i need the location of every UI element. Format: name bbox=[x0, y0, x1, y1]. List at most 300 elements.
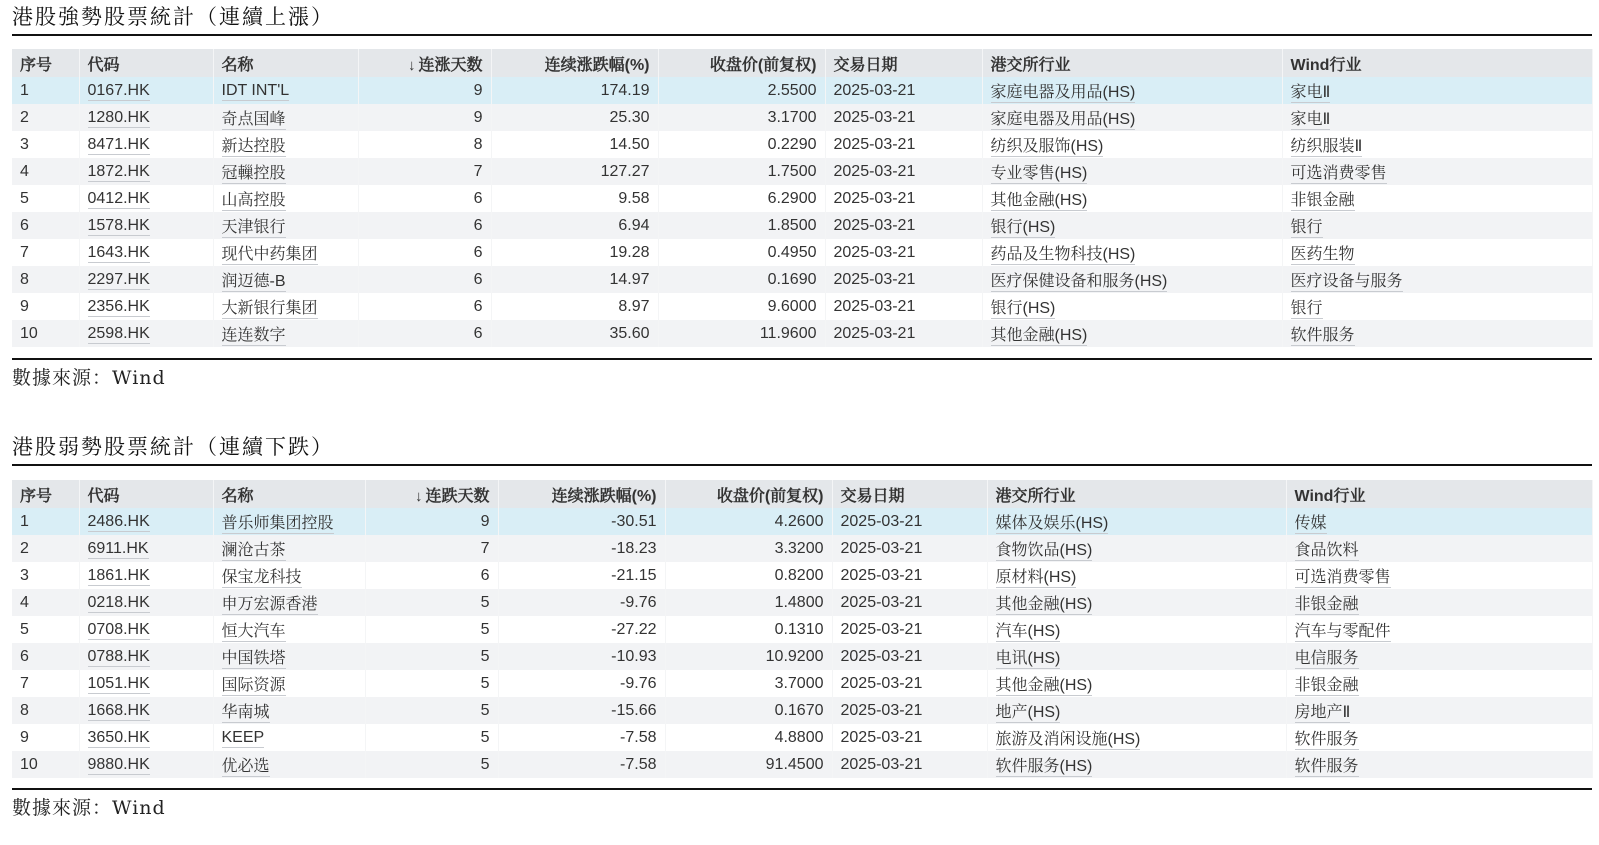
cell-hkex-industry-text[interactable]: 其他金融(HS) bbox=[995, 677, 1093, 694]
cell-close-price-text: 0.1690 bbox=[767, 270, 817, 288]
cell-trade-date-text: 2025-03-21 bbox=[840, 620, 923, 638]
cell-wind-industry-text[interactable]: 非银金融 bbox=[1294, 677, 1359, 694]
cell-name[interactable] bbox=[213, 104, 358, 131]
cell-code[interactable] bbox=[79, 185, 213, 212]
cell-hkex-industry-text[interactable]: 银行(HS) bbox=[990, 300, 1056, 317]
col-header-code[interactable]: 代码 bbox=[79, 480, 213, 508]
cell-name[interactable] bbox=[213, 535, 365, 562]
col-header-index[interactable]: 序号 bbox=[12, 480, 79, 508]
table-row[interactable] bbox=[12, 589, 1592, 616]
cell-name[interactable] bbox=[213, 751, 365, 778]
cell-wind-industry[interactable] bbox=[1282, 104, 1592, 131]
cell-code[interactable] bbox=[79, 670, 213, 697]
col-header-code[interactable]: 代码 bbox=[79, 49, 213, 77]
col-header-close-price[interactable]: 收盘价(前复权) bbox=[665, 480, 832, 508]
cell-code-text[interactable]: 0412.HK bbox=[87, 189, 150, 207]
cell-wind-industry[interactable] bbox=[1282, 185, 1592, 212]
cell-name-text[interactable]: 现代中药集团 bbox=[221, 246, 318, 263]
cell-hkex-industry-text[interactable]: 家庭电器及用品(HS) bbox=[990, 84, 1136, 101]
cell-name-text[interactable]: 澜沧古茶 bbox=[221, 542, 286, 559]
cell-hkex-industry-text[interactable]: 医疗保健设备和服务(HS) bbox=[990, 273, 1168, 290]
table-row[interactable] bbox=[12, 697, 1592, 724]
cell-wind-industry[interactable] bbox=[1282, 212, 1592, 239]
cell-close-price-text: 0.4950 bbox=[767, 243, 817, 261]
cell-hkex-industry-text[interactable]: 旅游及消闲设施(HS) bbox=[995, 731, 1141, 748]
cell-trade-date bbox=[825, 131, 982, 158]
cell-index-text: 9 bbox=[20, 728, 29, 746]
cell-wind-industry-text[interactable]: 汽车与零配件 bbox=[1294, 623, 1391, 640]
cell-code-text[interactable]: 2297.HK bbox=[87, 270, 150, 288]
cell-hkex-industry[interactable] bbox=[982, 320, 1282, 347]
cell-hkex-industry[interactable] bbox=[987, 724, 1286, 751]
cell-index-text: 4 bbox=[20, 162, 29, 180]
cell-hkex-industry[interactable] bbox=[987, 535, 1286, 562]
col-header-down-days[interactable] bbox=[365, 480, 498, 508]
cell-wind-industry[interactable] bbox=[1286, 643, 1592, 670]
cell-change-pct-text: -7.58 bbox=[620, 728, 657, 746]
cell-hkex-industry[interactable] bbox=[987, 616, 1286, 643]
cell-index-text: 9 bbox=[20, 297, 29, 315]
cell-wind-industry[interactable] bbox=[1282, 158, 1592, 185]
cell-close-price-text: 1.8500 bbox=[767, 216, 817, 234]
table-row[interactable] bbox=[12, 320, 1592, 347]
table-row[interactable] bbox=[12, 508, 1592, 535]
table-row[interactable] bbox=[12, 724, 1592, 751]
table-row[interactable] bbox=[12, 616, 1592, 643]
cell-close-price-text: 0.2290 bbox=[767, 135, 817, 153]
cell-trade-date bbox=[825, 320, 982, 347]
cell-wind-industry-text[interactable]: 家电Ⅱ bbox=[1290, 84, 1331, 101]
cell-index-text: 1 bbox=[20, 512, 29, 530]
table-row[interactable] bbox=[12, 535, 1592, 562]
cell-close-price bbox=[665, 589, 832, 616]
cell-index-text: 7 bbox=[20, 674, 29, 692]
strong-table-body bbox=[12, 77, 1592, 347]
table-row[interactable] bbox=[12, 104, 1592, 131]
cell-name-text[interactable]: 国际资源 bbox=[221, 677, 286, 694]
col-header-up-days[interactable] bbox=[358, 49, 491, 77]
cell-code-text[interactable]: 1051.HK bbox=[87, 674, 150, 692]
strong-section-title: 港股強勢股票統計（連續上漲） bbox=[12, 5, 334, 29]
cell-hkex-industry-text[interactable]: 原材料(HS) bbox=[995, 569, 1077, 586]
cell-days bbox=[365, 751, 498, 778]
cell-name-text[interactable]: 天津银行 bbox=[221, 219, 286, 236]
cell-code[interactable] bbox=[79, 131, 213, 158]
cell-hkex-industry[interactable] bbox=[982, 293, 1282, 320]
cell-code[interactable] bbox=[79, 239, 213, 266]
cell-wind-industry-text[interactable]: 软件服务 bbox=[1290, 327, 1355, 344]
weak-title-rule bbox=[12, 464, 1592, 466]
cell-code-text[interactable]: 2486.HK bbox=[87, 512, 150, 530]
cell-hkex-industry-text[interactable]: 其他金融(HS) bbox=[995, 596, 1093, 613]
cell-index-text: 10 bbox=[20, 324, 38, 342]
cell-hkex-industry-text[interactable]: 其他金融(HS) bbox=[990, 327, 1088, 344]
cell-index-text: 2 bbox=[20, 539, 29, 557]
cell-trade-date bbox=[825, 185, 982, 212]
cell-days bbox=[358, 239, 491, 266]
cell-name-text[interactable]: 大新银行集团 bbox=[221, 300, 318, 317]
sort-desc-icon[interactable]: ↓ bbox=[414, 487, 423, 505]
cell-wind-industry-text[interactable]: 纺织服装Ⅱ bbox=[1290, 138, 1363, 155]
cell-wind-industry-text[interactable]: 食品饮料 bbox=[1294, 542, 1359, 559]
cell-wind-industry-text[interactable]: 软件服务 bbox=[1294, 758, 1359, 775]
cell-trade-date bbox=[825, 239, 982, 266]
cell-wind-industry[interactable] bbox=[1286, 616, 1592, 643]
cell-change-pct bbox=[498, 643, 665, 670]
col-header-wind-industry[interactable]: Wind行业 bbox=[1286, 480, 1592, 508]
cell-trade-date-text: 2025-03-21 bbox=[833, 216, 916, 234]
cell-index-text: 7 bbox=[20, 243, 29, 261]
cell-change-pct bbox=[491, 320, 658, 347]
cell-change-pct bbox=[498, 697, 665, 724]
cell-code[interactable] bbox=[79, 643, 213, 670]
cell-name-text[interactable]: 华南城 bbox=[221, 704, 270, 721]
cell-index bbox=[12, 266, 79, 293]
cell-index bbox=[12, 131, 79, 158]
cell-change-pct bbox=[498, 751, 665, 778]
cell-name[interactable] bbox=[213, 589, 365, 616]
table-row[interactable] bbox=[12, 751, 1592, 778]
cell-wind-industry-text[interactable]: 医疗设备与服务 bbox=[1290, 273, 1403, 290]
cell-wind-industry[interactable] bbox=[1282, 320, 1592, 347]
weak-section-title: 港股弱勢股票統計（連續下跌） bbox=[12, 435, 334, 459]
cell-close-price bbox=[665, 643, 832, 670]
cell-trade-date-text: 2025-03-21 bbox=[833, 108, 916, 126]
cell-close-price bbox=[658, 293, 825, 320]
table-row[interactable] bbox=[12, 185, 1592, 212]
cell-name-text[interactable]: 优必选 bbox=[221, 758, 270, 775]
cell-name[interactable] bbox=[213, 158, 358, 185]
cell-change-pct-text: -30.51 bbox=[611, 512, 657, 530]
cell-days-text: 6 bbox=[473, 297, 483, 315]
cell-wind-industry[interactable] bbox=[1286, 724, 1592, 751]
cell-trade-date-text: 2025-03-21 bbox=[840, 647, 923, 665]
cell-days bbox=[358, 293, 491, 320]
table-row[interactable] bbox=[12, 643, 1592, 670]
cell-close-price bbox=[658, 131, 825, 158]
cell-hkex-industry[interactable] bbox=[982, 212, 1282, 239]
cell-wind-industry-text[interactable]: 医药生物 bbox=[1290, 246, 1355, 263]
cell-name[interactable] bbox=[213, 131, 358, 158]
cell-code-text[interactable]: 2356.HK bbox=[87, 297, 150, 315]
cell-change-pct-text: 19.28 bbox=[609, 243, 650, 261]
cell-name[interactable] bbox=[213, 508, 365, 535]
cell-days bbox=[365, 508, 498, 535]
cell-code-text[interactable]: 8471.HK bbox=[87, 135, 150, 153]
cell-wind-industry-text[interactable]: 银行 bbox=[1290, 219, 1323, 236]
cell-hkex-industry-text[interactable]: 专业零售(HS) bbox=[990, 165, 1088, 182]
cell-hkex-industry[interactable] bbox=[982, 131, 1282, 158]
cell-close-price-text: 3.3200 bbox=[774, 539, 824, 557]
cell-name-text[interactable]: 恒大汽车 bbox=[221, 623, 286, 640]
cell-hkex-industry[interactable] bbox=[982, 77, 1282, 104]
cell-change-pct bbox=[498, 589, 665, 616]
cell-name[interactable] bbox=[213, 212, 358, 239]
cell-name-text[interactable]: KEEP bbox=[221, 728, 265, 746]
table-row[interactable] bbox=[12, 266, 1592, 293]
cell-code-text[interactable]: 1668.HK bbox=[87, 701, 150, 719]
cell-wind-industry[interactable] bbox=[1286, 670, 1592, 697]
cell-trade-date bbox=[832, 697, 987, 724]
col-header-hkex-industry[interactable]: 港交所行业 bbox=[987, 480, 1286, 508]
cell-wind-industry-text[interactable]: 可选消费零售 bbox=[1290, 165, 1387, 182]
cell-code[interactable] bbox=[79, 589, 213, 616]
col-header-close-price[interactable]: 收盘价(前复权) bbox=[658, 49, 825, 77]
cell-close-price-text: 0.1670 bbox=[774, 701, 824, 719]
cell-code-text[interactable]: 9880.HK bbox=[87, 755, 150, 773]
cell-name-text[interactable]: 奇点国峰 bbox=[221, 111, 286, 128]
cell-code[interactable] bbox=[79, 616, 213, 643]
cell-index bbox=[12, 239, 79, 266]
cell-hkex-industry[interactable] bbox=[982, 104, 1282, 131]
sort-desc-icon[interactable]: ↓ bbox=[407, 56, 416, 74]
cell-wind-industry-text[interactable]: 房地产Ⅱ bbox=[1294, 704, 1351, 721]
cell-code-text[interactable]: 1861.HK bbox=[87, 566, 150, 584]
cell-code[interactable] bbox=[79, 266, 213, 293]
cell-name[interactable] bbox=[213, 293, 358, 320]
cell-days-text: 5 bbox=[480, 755, 490, 773]
cell-days-text: 5 bbox=[480, 674, 490, 692]
cell-close-price-text: 3.1700 bbox=[767, 108, 817, 126]
cell-name-text[interactable]: 新达控股 bbox=[221, 138, 286, 155]
cell-days-text: 5 bbox=[480, 647, 490, 665]
cell-trade-date-text: 2025-03-21 bbox=[840, 755, 923, 773]
cell-hkex-industry[interactable] bbox=[987, 643, 1286, 670]
cell-hkex-industry-text[interactable]: 纺织及服饰(HS) bbox=[990, 138, 1104, 155]
cell-name-text[interactable]: IDT INT'L bbox=[221, 81, 290, 99]
cell-code[interactable] bbox=[79, 508, 213, 535]
cell-name[interactable] bbox=[213, 670, 365, 697]
cell-code-text[interactable]: 0167.HK bbox=[87, 81, 150, 99]
table-row[interactable] bbox=[12, 293, 1592, 320]
cell-hkex-industry[interactable] bbox=[982, 239, 1282, 266]
cell-hkex-industry[interactable] bbox=[982, 266, 1282, 293]
col-header-trade-date[interactable]: 交易日期 bbox=[825, 49, 982, 77]
cell-close-price bbox=[665, 697, 832, 724]
cell-trade-date-text: 2025-03-21 bbox=[833, 270, 916, 288]
cell-wind-industry[interactable] bbox=[1286, 751, 1592, 778]
cell-code[interactable] bbox=[79, 724, 213, 751]
cell-wind-industry[interactable] bbox=[1286, 697, 1592, 724]
cell-name-text[interactable]: 山高控股 bbox=[221, 192, 286, 209]
cell-days bbox=[365, 697, 498, 724]
cell-name[interactable] bbox=[213, 643, 365, 670]
cell-trade-date bbox=[832, 589, 987, 616]
cell-wind-industry-text[interactable]: 软件服务 bbox=[1294, 731, 1359, 748]
cell-code[interactable] bbox=[79, 320, 213, 347]
table-row[interactable] bbox=[12, 239, 1592, 266]
cell-name[interactable] bbox=[213, 697, 365, 724]
col-header-change-pct[interactable]: 连续涨跌幅(%) bbox=[498, 480, 665, 508]
col-header-hkex-industry[interactable]: 港交所行业 bbox=[982, 49, 1282, 77]
cell-code-text[interactable]: 1280.HK bbox=[87, 108, 150, 126]
table-row[interactable] bbox=[12, 562, 1592, 589]
col-header-name[interactable]: 名称 bbox=[213, 49, 358, 77]
cell-hkex-industry-text[interactable]: 银行(HS) bbox=[990, 219, 1056, 236]
cell-code[interactable] bbox=[79, 697, 213, 724]
cell-index bbox=[12, 643, 79, 670]
cell-name[interactable] bbox=[213, 77, 358, 104]
cell-close-price-text: 91.4500 bbox=[765, 755, 824, 773]
cell-change-pct bbox=[491, 158, 658, 185]
cell-name-text[interactable]: 冠轈控股 bbox=[221, 165, 286, 182]
cell-name[interactable] bbox=[213, 562, 365, 589]
cell-hkex-industry-text[interactable]: 家庭电器及用品(HS) bbox=[990, 111, 1136, 128]
col-header-trade-date[interactable]: 交易日期 bbox=[832, 480, 987, 508]
cell-trade-date-text: 2025-03-21 bbox=[840, 701, 923, 719]
weak-data-source: 數據來源：Wind bbox=[12, 797, 166, 819]
cell-close-price bbox=[658, 266, 825, 293]
cell-hkex-industry-text[interactable]: 媒体及娱乐(HS) bbox=[995, 515, 1109, 532]
cell-hkex-industry[interactable] bbox=[982, 185, 1282, 212]
cell-days bbox=[358, 320, 491, 347]
cell-change-pct bbox=[491, 131, 658, 158]
cell-days-text: 6 bbox=[473, 243, 483, 261]
cell-close-price bbox=[658, 158, 825, 185]
cell-change-pct bbox=[491, 239, 658, 266]
cell-close-price-text: 3.7000 bbox=[774, 674, 824, 692]
cell-hkex-industry[interactable] bbox=[987, 697, 1286, 724]
cell-wind-industry-text[interactable]: 可选消费零售 bbox=[1294, 569, 1391, 586]
cell-name-text[interactable]: 普乐师集团控股 bbox=[221, 515, 334, 532]
cell-code[interactable] bbox=[79, 158, 213, 185]
cell-code-text[interactable]: 0788.HK bbox=[87, 647, 150, 665]
cell-hkex-industry[interactable] bbox=[987, 589, 1286, 616]
cell-trade-date bbox=[825, 212, 982, 239]
cell-hkex-industry[interactable] bbox=[982, 158, 1282, 185]
cell-wind-industry-text[interactable]: 银行 bbox=[1290, 300, 1323, 317]
cell-index-text: 3 bbox=[20, 135, 29, 153]
cell-code-text[interactable]: 3650.HK bbox=[87, 728, 150, 746]
cell-index bbox=[12, 158, 79, 185]
cell-name[interactable] bbox=[213, 724, 365, 751]
cell-index bbox=[12, 77, 79, 104]
cell-trade-date bbox=[832, 751, 987, 778]
cell-hkex-industry-text[interactable]: 食物饮品(HS) bbox=[995, 542, 1093, 559]
cell-code-text[interactable]: 1872.HK bbox=[87, 162, 150, 180]
cell-hkex-industry[interactable] bbox=[987, 562, 1286, 589]
table-row[interactable] bbox=[12, 212, 1592, 239]
cell-code[interactable] bbox=[79, 535, 213, 562]
cell-hkex-industry[interactable] bbox=[987, 670, 1286, 697]
col-header-name[interactable]: 名称 bbox=[213, 480, 365, 508]
cell-wind-industry-text[interactable]: 非银金融 bbox=[1294, 596, 1359, 613]
cell-code[interactable] bbox=[79, 562, 213, 589]
cell-code[interactable] bbox=[79, 293, 213, 320]
cell-name[interactable] bbox=[213, 320, 358, 347]
cell-change-pct-text: 6.94 bbox=[618, 216, 650, 234]
cell-close-price bbox=[665, 508, 832, 535]
cell-days bbox=[365, 670, 498, 697]
cell-name[interactable] bbox=[213, 266, 358, 293]
cell-hkex-industry-text[interactable]: 药品及生物科技(HS) bbox=[990, 246, 1136, 263]
cell-code-text[interactable]: 0218.HK bbox=[87, 593, 150, 611]
cell-code-text[interactable]: 6911.HK bbox=[87, 539, 149, 557]
cell-wind-industry[interactable] bbox=[1286, 508, 1592, 535]
cell-name-text[interactable]: 申万宏源香港 bbox=[221, 596, 318, 613]
cell-days bbox=[365, 562, 498, 589]
cell-name[interactable] bbox=[213, 616, 365, 643]
cell-hkex-industry-text[interactable]: 软件服务(HS) bbox=[995, 758, 1093, 775]
cell-days-text: 9 bbox=[473, 108, 483, 126]
cell-close-price bbox=[658, 212, 825, 239]
cell-code[interactable] bbox=[79, 77, 213, 104]
cell-days bbox=[365, 616, 498, 643]
cell-name-text[interactable]: 连连数字 bbox=[221, 327, 286, 344]
table-row[interactable] bbox=[12, 131, 1592, 158]
cell-wind-industry[interactable] bbox=[1286, 562, 1592, 589]
cell-change-pct-text: 35.60 bbox=[609, 324, 650, 342]
cell-name[interactable] bbox=[213, 239, 358, 266]
cell-index-text: 3 bbox=[20, 566, 29, 584]
weak-table-body bbox=[12, 508, 1592, 778]
cell-hkex-industry-text[interactable]: 汽车(HS) bbox=[995, 623, 1061, 640]
cell-wind-industry-text[interactable]: 家电Ⅱ bbox=[1290, 111, 1331, 128]
cell-name-text[interactable]: 润迈德-B bbox=[221, 273, 286, 290]
cell-wind-industry[interactable] bbox=[1282, 239, 1592, 266]
cell-change-pct-text: 9.58 bbox=[618, 189, 650, 207]
cell-trade-date bbox=[832, 616, 987, 643]
cell-days bbox=[358, 185, 491, 212]
cell-trade-date bbox=[825, 77, 982, 104]
cell-code[interactable] bbox=[79, 104, 213, 131]
cell-wind-industry-text[interactable]: 非银金融 bbox=[1290, 192, 1355, 209]
cell-close-price-text: 1.4800 bbox=[774, 593, 824, 611]
cell-trade-date-text: 2025-03-21 bbox=[833, 243, 916, 261]
cell-index bbox=[12, 535, 79, 562]
cell-wind-industry[interactable] bbox=[1286, 589, 1592, 616]
cell-wind-industry[interactable] bbox=[1286, 535, 1592, 562]
cell-wind-industry[interactable] bbox=[1282, 77, 1592, 104]
cell-wind-industry[interactable] bbox=[1282, 131, 1592, 158]
cell-change-pct-text: 127.27 bbox=[600, 162, 650, 180]
cell-trade-date-text: 2025-03-21 bbox=[833, 297, 916, 315]
cell-code[interactable] bbox=[79, 751, 213, 778]
cell-wind-industry-text[interactable]: 电信服务 bbox=[1294, 650, 1359, 667]
cell-trade-date-text: 2025-03-21 bbox=[833, 189, 916, 207]
cell-code-text[interactable]: 2598.HK bbox=[87, 324, 150, 342]
cell-hkex-industry-text[interactable]: 地产(HS) bbox=[995, 704, 1061, 721]
cell-wind-industry[interactable] bbox=[1282, 293, 1592, 320]
cell-trade-date bbox=[825, 104, 982, 131]
table-row[interactable] bbox=[12, 158, 1592, 185]
col-header-index[interactable]: 序号 bbox=[12, 49, 79, 77]
cell-trade-date-text: 2025-03-21 bbox=[833, 162, 916, 180]
table-row[interactable] bbox=[12, 77, 1592, 104]
cell-name[interactable] bbox=[213, 185, 358, 212]
cell-change-pct bbox=[491, 293, 658, 320]
cell-index-text: 6 bbox=[20, 647, 29, 665]
cell-code-text[interactable]: 1643.HK bbox=[87, 243, 150, 261]
cell-close-price bbox=[665, 751, 832, 778]
cell-index bbox=[12, 562, 79, 589]
cell-hkex-industry[interactable] bbox=[987, 508, 1286, 535]
cell-hkex-industry-text[interactable]: 其他金融(HS) bbox=[990, 192, 1088, 209]
cell-code-text[interactable]: 1578.HK bbox=[87, 216, 150, 234]
cell-code-text[interactable]: 0708.HK bbox=[87, 620, 150, 638]
cell-hkex-industry[interactable] bbox=[987, 751, 1286, 778]
cell-wind-industry-text[interactable]: 传媒 bbox=[1294, 515, 1327, 532]
cell-wind-industry[interactable] bbox=[1282, 266, 1592, 293]
table-row[interactable] bbox=[12, 670, 1592, 697]
cell-hkex-industry-text[interactable]: 电讯(HS) bbox=[995, 650, 1061, 667]
col-header-change-pct[interactable]: 连续涨跌幅(%) bbox=[491, 49, 658, 77]
cell-code[interactable] bbox=[79, 212, 213, 239]
col-header-wind-industry[interactable]: Wind行业 bbox=[1282, 49, 1592, 77]
cell-name-text[interactable]: 保宝龙科技 bbox=[221, 569, 302, 586]
cell-close-price bbox=[658, 185, 825, 212]
cell-name-text[interactable]: 中国铁塔 bbox=[221, 650, 286, 667]
